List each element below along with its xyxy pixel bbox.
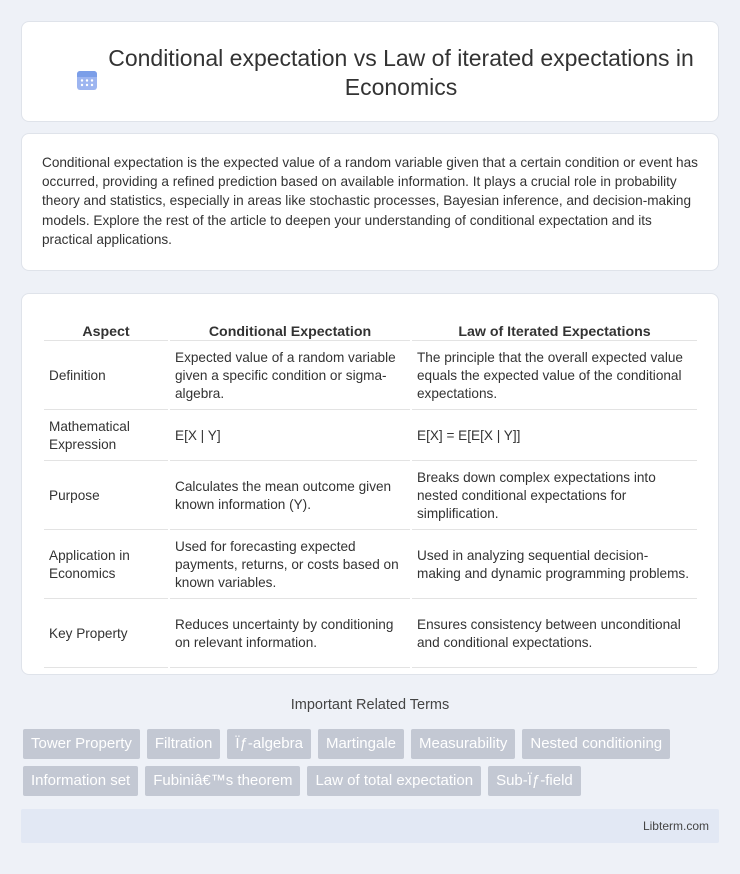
- related-term-tag[interactable]: Martingale: [318, 729, 404, 759]
- row-aspect: Key Property: [44, 601, 168, 668]
- related-terms-heading: Important Related Terms: [290, 697, 450, 713]
- table-row: [44, 463, 697, 530]
- footer-site-link[interactable]: Libterm.com: [642, 819, 709, 833]
- related-term-tag[interactable]: Measurability: [411, 729, 515, 759]
- header-conditional-expectation: Conditional Expectation: [170, 317, 410, 341]
- row-conditional: E[X | Y]: [170, 412, 410, 461]
- related-term-tag[interactable]: Fubiniâ€™s theorem: [145, 766, 300, 796]
- row-law: E[X] = E[E[X | Y]]: [412, 412, 697, 461]
- comparison-card: [21, 293, 719, 675]
- related-term-tag[interactable]: Nested conditioning: [522, 729, 670, 759]
- related-term-tag[interactable]: Ïƒ-algebra: [227, 729, 311, 759]
- comparison-table: [42, 315, 699, 670]
- row-law: Used in analyzing sequential decision-making and dynamic programming problems.: [412, 532, 697, 599]
- table-header-row: [44, 317, 697, 341]
- row-conditional: Reduces uncertainty by conditioning on relevant information.: [170, 601, 410, 668]
- header-aspect: Aspect: [44, 317, 168, 341]
- related-term-tag[interactable]: Law of total expectation: [307, 766, 481, 796]
- table-row: [44, 412, 697, 461]
- row-law: Ensures consistency between unconditional and conditional expectations.: [412, 601, 697, 668]
- related-term-tag[interactable]: Information set: [23, 766, 138, 796]
- row-conditional: Used for forecasting expected payments, returns, or costs based on known variables.: [170, 532, 410, 599]
- row-conditional: Calculates the mean outcome given known information (Y).: [170, 463, 410, 530]
- row-aspect: Definition: [44, 343, 168, 410]
- intro-card: [21, 133, 719, 271]
- page-title: Conditional expectation vs Law of iterated expectations in Economics: [108, 45, 694, 100]
- header-law-of-iterated-expectations: Law of Iterated Expectations: [412, 317, 697, 341]
- table-row: [44, 343, 697, 410]
- row-law: Breaks down complex expectations into nested conditional expectations for simplification.: [412, 463, 697, 530]
- related-term-tag[interactable]: Filtration: [147, 729, 221, 759]
- row-aspect: Mathematical Expression: [44, 412, 168, 461]
- row-aspect: Application in Economics: [44, 532, 168, 599]
- related-term-tag[interactable]: Sub-Ïƒ-field: [488, 766, 581, 796]
- footer: [21, 809, 719, 843]
- row-law: The principle that the overall expected value equals the expected value of the conditional expectations.: [412, 343, 697, 410]
- table-row: [44, 532, 697, 599]
- related-terms-list: [23, 729, 723, 796]
- title-card: [21, 21, 719, 122]
- row-conditional: Expected value of a random variable given a specific condition or sigma-algebra.: [170, 343, 410, 410]
- table-row: [44, 601, 697, 668]
- calendar-icon: [75, 68, 99, 92]
- row-aspect: Purpose: [44, 463, 168, 530]
- related-term-tag[interactable]: Tower Property: [23, 729, 140, 759]
- intro-paragraph: Conditional expectation is the expected value of a random variable given that a certain condition or event has occurred, providing a refined prediction based on available information. It plays a crucial role in probability theory and statistics, especially in areas like stochastic processes, Bayesian inference, and decision-making models. Explore the rest of the article to deepen your understanding of conditional expectation and its practical applications.: [42, 155, 698, 247]
